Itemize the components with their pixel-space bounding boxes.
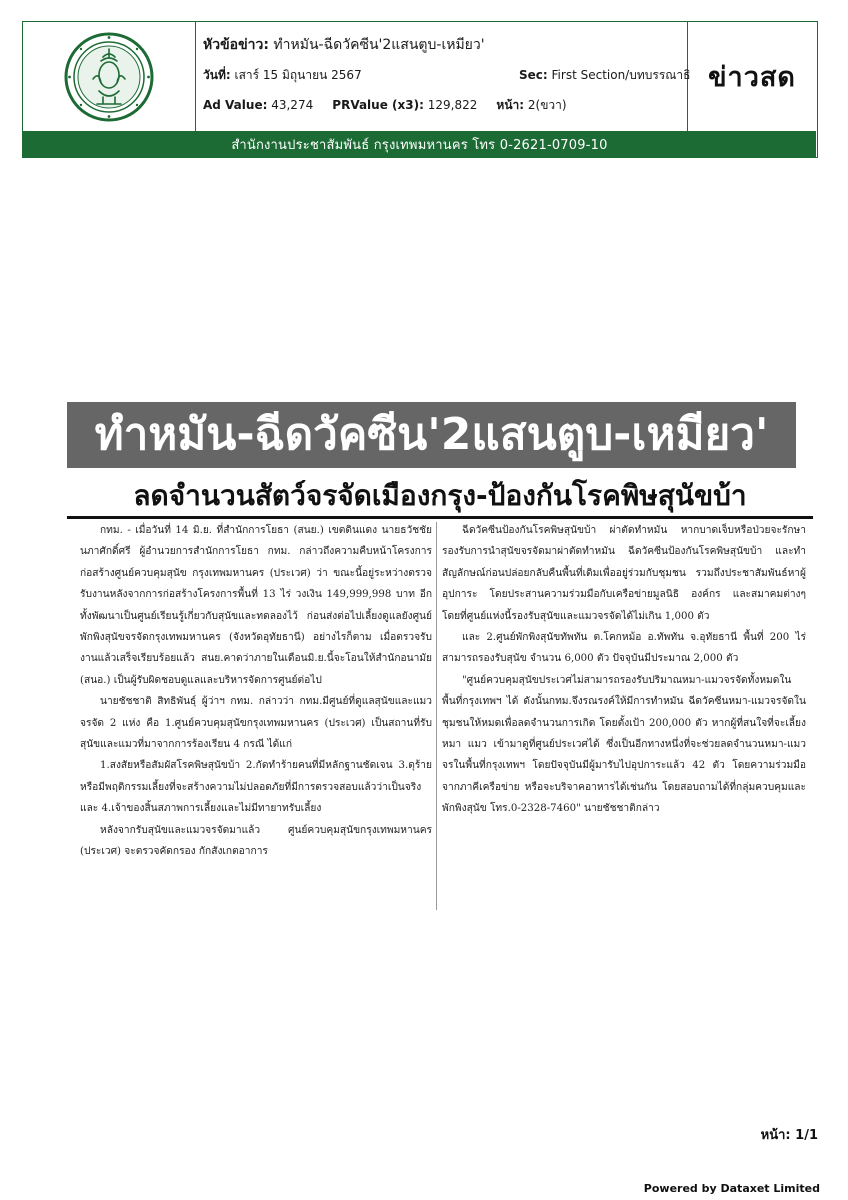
headline-row: [203, 34, 485, 56]
clipping-header: [22, 21, 818, 158]
left-paragraph: กทม. - เมื่อวันที่ 14 มิ.ย. ที่สำนักการโยธา (สนย.) เขตดินแดง นายธวัชชัย นภาศักดิ์ศรี ผู้อำนวยการสำนักการโยธา กทม. กล่าวถึงความคืบหน้าโครงการก่อสร้างศูนย์ควบคุมสุนัข กรุงเทพมหานคร (ประเวศ) ว่า ขณะนี้อยู่ระหว่างตรวจรับงานหลังจากการก่อสร้างโครงการพื้นที่ 13 ไร่ วงเงิน 149,999,998 บาท อีกทั้งพัฒนาเป็นศูนย์เรียนรู้เกี่ยวกับสุนัขและทดลองไว้ ก่อนส่งต่อไปเลี้ยงดูแลยังศูนย์พักพิงสุนัขจรจัดกรุงเทพมหานคร (จังหวัดอุทัยธานี) อย่างไรก็ตาม เมื่อตรวจรับงานแล้วเสร็จเรียบร้อยแล้ว สนย.คาดว่าภายในเดือนมิ.ย.นี้จะโอนให้สำนักอนามัย (สนอ.) เป็นผู้รับผิดชอบดูแลและบริหารจัดการศูนย์ต่อไป: [80, 525, 432, 686]
left-paragraph: 1.สงสัยหรือสัมผัสโรคพิษสุนัขบ้า 2.กัดทำร้ายคนที่มีหลักฐานชัดเจน 3.ดุร้ายหรือมีพฤติกรรมเลี้ยงที่จะสร้างความไม่ปลอดภัยที่มีการตรวจสอบแล้วว่าเป็นจริง และ 4.เจ้าของสิ้นสภาพการเลี้ยงและไม่มีทายาทรับเลี้ยง: [80, 760, 432, 815]
section-label: Sec:: [519, 68, 548, 82]
pr-value: 129,822: [427, 98, 478, 112]
page-value: 2(ขวา): [527, 98, 567, 112]
section-value: First Section/บทบรรณาธิ: [551, 68, 691, 82]
pr-value-label: PRValue (x3):: [332, 98, 424, 112]
section-info: [519, 66, 690, 85]
headline-banner: [67, 402, 796, 468]
bma-logo-cell: [23, 22, 196, 131]
page-count: หน้า: 1/1: [760, 1128, 818, 1143]
news-type-label: ข่าวสด: [708, 62, 796, 93]
right-paragraph: และ 2.ศูนย์พักพิงสุนัขทัพทัน ต.โคกหม้อ อ.ทัพทัน จ.อุทัยธานี พื้นที่ 200 ไร่ สามารถรองรับสุนัข จำนวน 6,000 ตัว ปัจจุบันมีประมาณ 2,000 ตัว: [442, 632, 806, 665]
headline-label: หัวข้อข่าว:: [203, 37, 269, 53]
powered-by: Powered by Dataxet Limited: [643, 1182, 820, 1195]
subheadline-banner: [67, 476, 813, 519]
bma-seal-icon: [63, 31, 155, 123]
article-column-left: [80, 520, 432, 863]
left-paragraph: นายชัชชาติ สิทธิพันธุ์ ผู้ว่าฯ กทม. กล่าวว่า กทม.มีศูนย์ที่ดูแลสุนัขและแมวจรจัด 2 แห่ง คือ 1.ศูนย์ควบคุมสุนัขกรุงเทพมหานคร (ประเวศ) เป็นสถานที่รับสุนัขและแมวที่มาจากการร้องเรียน 4 กรณี ได้แก่: [80, 696, 432, 751]
date-label: วันที่:: [203, 68, 231, 82]
left-paragraph: หลังจากรับสุนัขและแมวจรจัดมาแล้ว ศูนย์ควบคุมสุนัขกรุงเทพมหานคร (ประเวศ) จะตรวจคัดกรอง กักสังเกตอาการ: [80, 824, 432, 858]
article-headline: ทำหมัน-ฉีดวัคซีน'2แสนตูบ-เหมียว': [94, 409, 769, 460]
news-type-cell: [687, 22, 817, 131]
date-row: [203, 66, 691, 85]
ad-value-label: Ad Value:: [203, 98, 268, 112]
clipping-meta: [195, 22, 691, 131]
column-divider: [436, 522, 437, 910]
agency-bar: สำนักงานประชาสัมพันธ์ กรุงเทพมหานคร โทร 0-2621-0709-10: [23, 131, 816, 157]
date-value: เสาร์ 15 มิถุนายน 2567: [234, 68, 362, 82]
ad-value: 43,274: [271, 98, 314, 112]
article-column-right: [442, 520, 806, 820]
value-row: [203, 96, 567, 115]
article-subheadline: ลดจำนวนสัตว์จรจัดเมืองกรุง-ป้องกันโรคพิษสุนัขบ้า: [133, 479, 747, 512]
right-paragraph: "ศูนย์ควบคุมสุนัขประเวศไม่สามารถรองรับปริมาณหมา-แมวจรจัดทั้งหมดในพื้นที่กรุงเทพฯ ได้ ดังนั้นกทม.จึงรณรงค์ให้มีการทำหมัน ฉีดวัคซีนหมา-แมวจรจัดในชุมชนให้หมดเพื่อลดจำนวนการเกิด โดยตั้งเป้า 200,000 ตัว หากผู้ที่สนใจที่จะเลี้ยงหมา แมว เข้ามาดูที่ศูนย์ประเวศได้ ซึ่งเป็นอีกทางหนึ่งที่จะช่วยลดจำนวนหมา-แมวจรในพื้นที่กรุงเทพฯ โดยปัจจุบันมีผู้มารับไปอุปการะแล้ว 42 ตัว โดยความร่วมมือจากภาคีเครือข่าย หรือจะบริจาคอาหารได้เช่นกัน โดยสอบถามได้ที่กลุ่มควบคุมและพักพิงสุนัข โทร.0-2328-7460" นายชัชชาติกล่าว: [442, 674, 806, 815]
headline-value: ทำหมัน-ฉีดวัคซีน'2แสนตูบ-เหมียว': [273, 37, 485, 53]
right-paragraph: ฉีดวัคซีนป้องกันโรคพิษสุนัขบ้า ผ่าตัดทำหมัน หากบาดเจ็บหรือป่วยจะรักษา รองรับการนำสุนัขจรจัดมาผ่าตัดทำหมัน ฉีดวัคซีนป้องกันโรคพิษสุนัขบ้า และทำสัญลักษณ์ก่อนปล่อยกลับคืนพื้นที่เดิมเพื่ออยู่ร่วมกับชุมชน รวมถึงประชาสัมพันธ์หาผู้อุปการะ โดยประสานความร่วมมือกับเครือข่ายมูลนิธิ องค์กร และสมาคมต่างๆ โดยที่ศูนย์แห่งนี้รองรับสุนัขและแมวจรจัดได้ไม่เกิน 1,000 ตัว: [442, 525, 806, 622]
page-label: หน้า:: [496, 98, 525, 112]
